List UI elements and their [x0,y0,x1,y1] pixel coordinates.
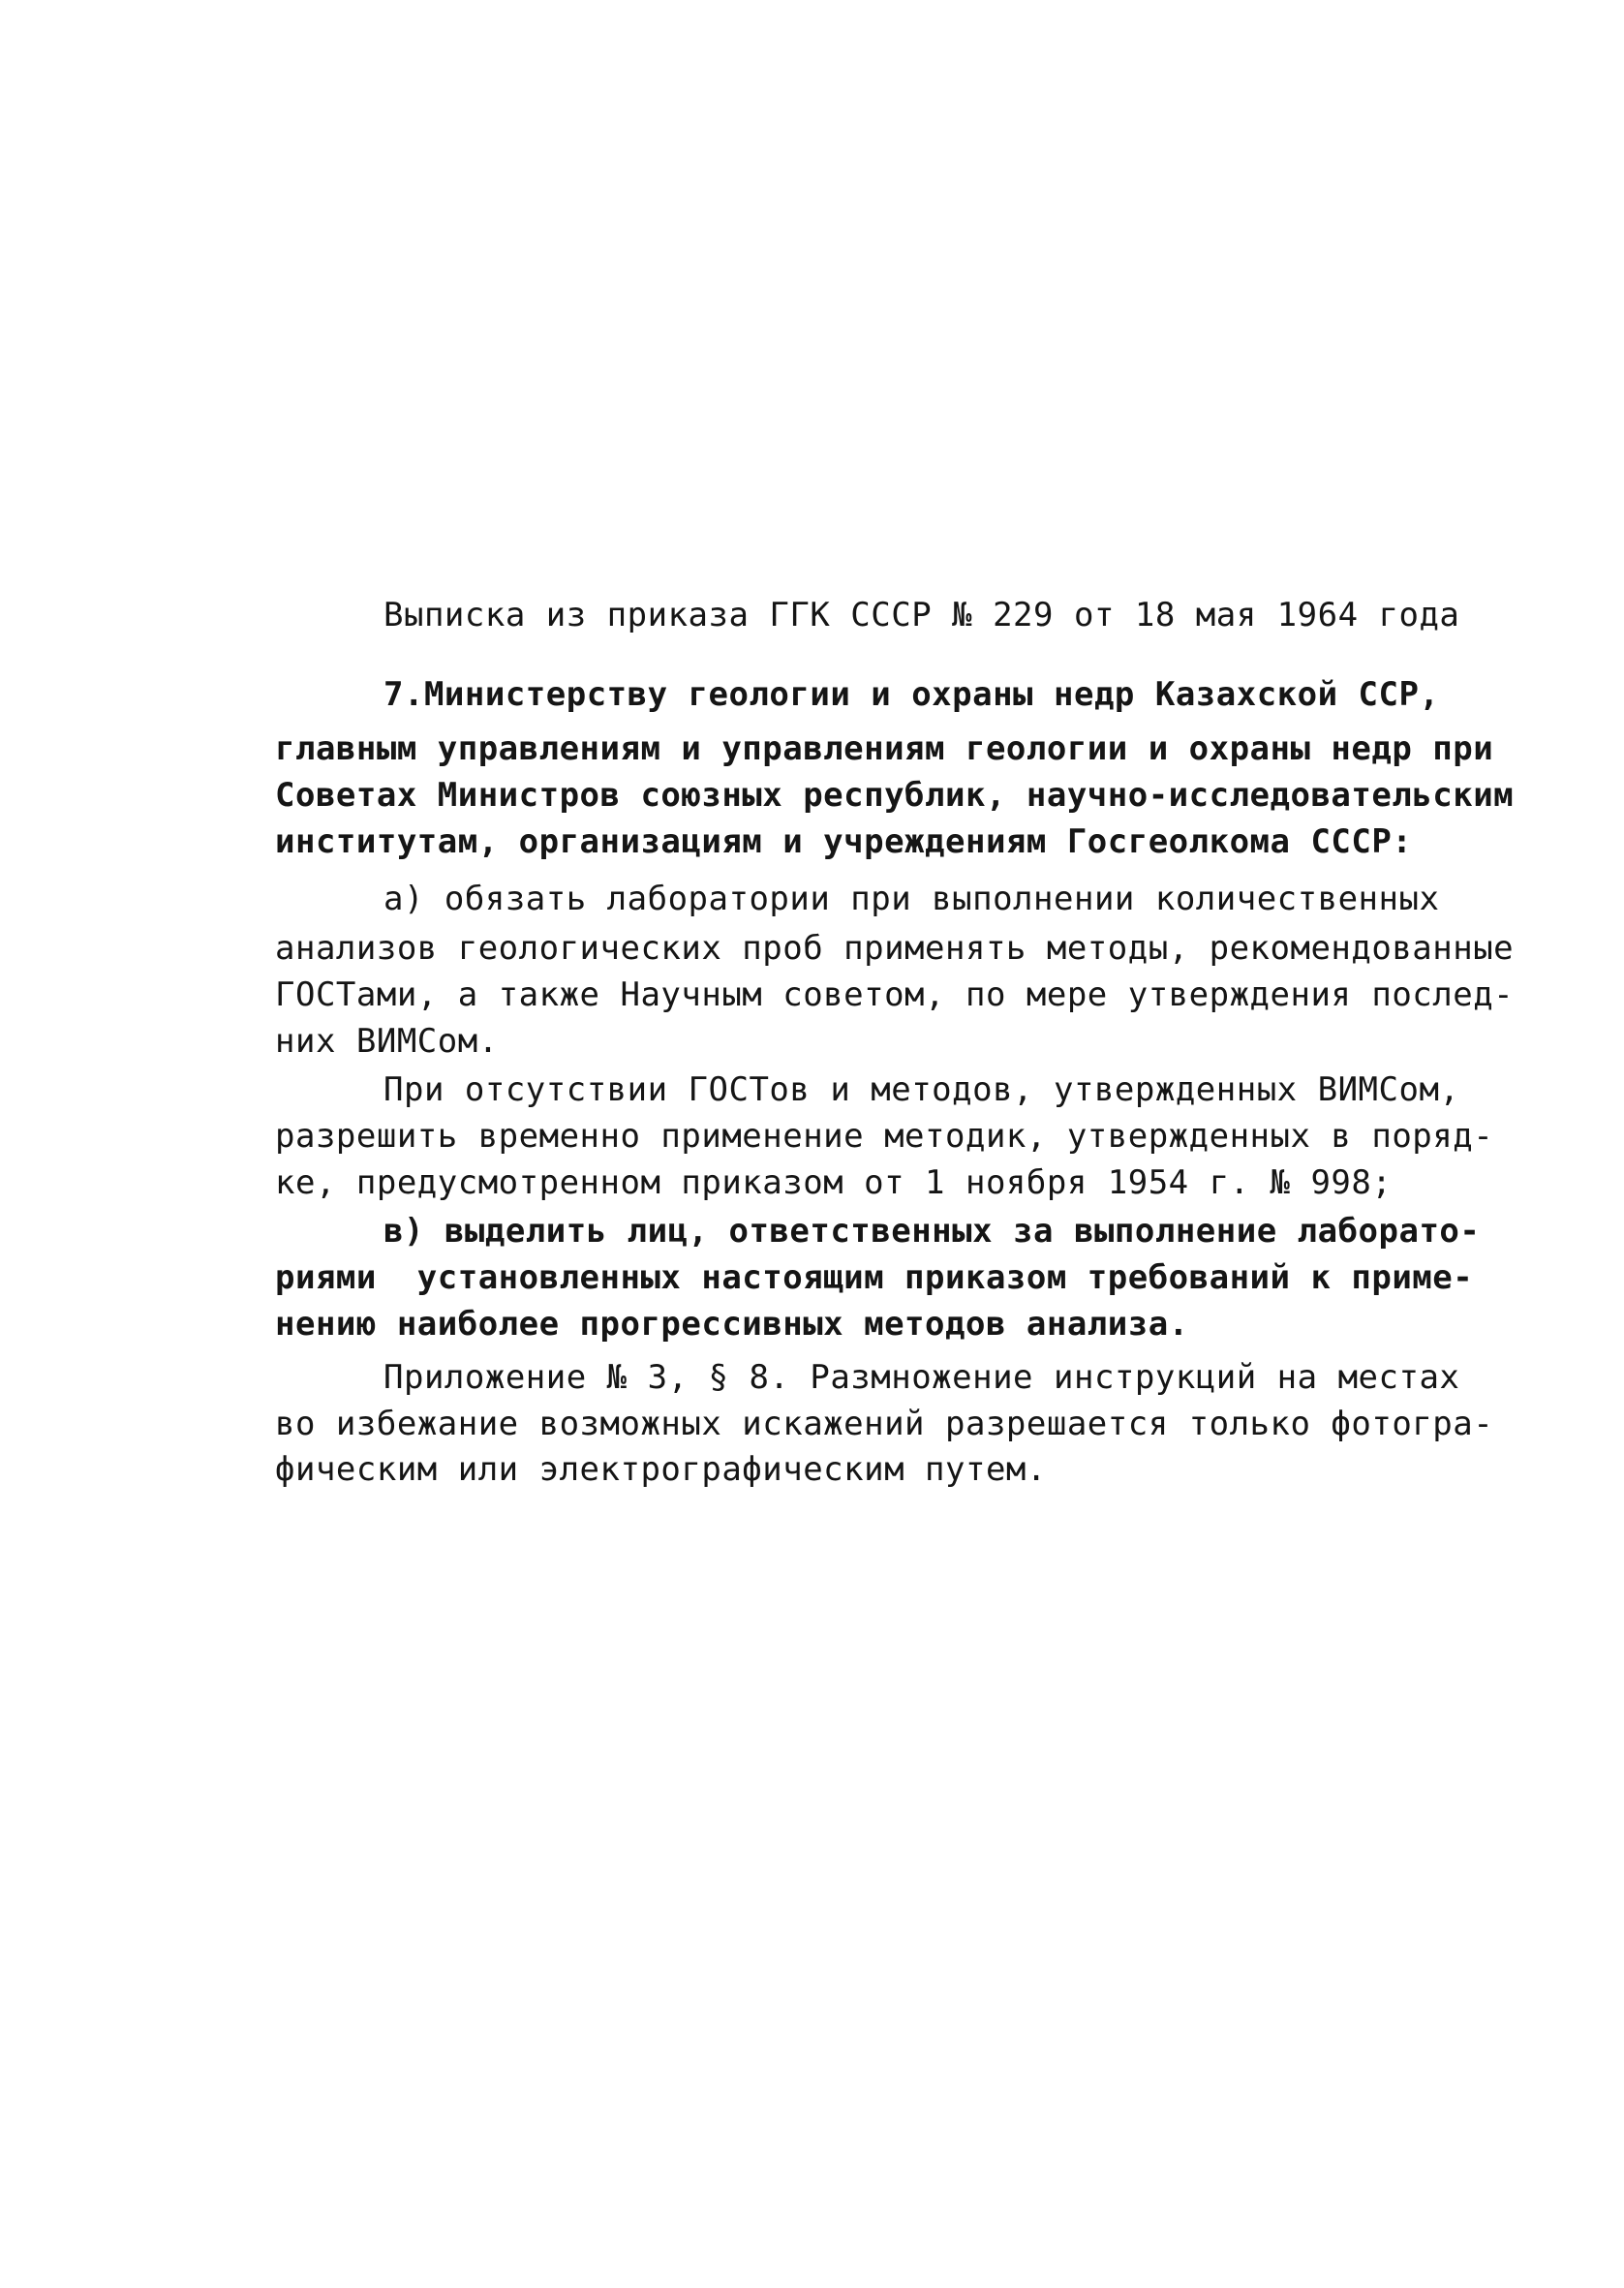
item-v-line-1: в) выделить лиц, ответственных за выполнение лаборато- [383,1212,1481,1251]
document-heading: Выписка из приказа ГГК СССР № 229 от 18 мая 1964 года [383,596,1460,634]
item-v-line-3: нению наиболее прогрессивных методов анализа. [275,1305,1189,1344]
item-a-line-1: а) обязать лаборатории при выполнении количественных [383,880,1440,918]
item-a-line-3: ГОСТами, а также Научным советом, по мере утверждения послед- [275,975,1515,1014]
item-a-line-4: них ВИМСом. [275,1022,499,1061]
appendix-line-2: во избежание возможных искажений разрешается только фотогра- [275,1405,1494,1443]
paragraph-7-line-2: главным управлениям и управлениям геологии и охраны недр при [275,729,1494,768]
paragraph-7-line-3: Советах Министров союзных республик, научно-исследовательским [275,776,1515,815]
appendix-line-1: Приложение № 3, § 8. Размножение инструкций на местах [383,1358,1460,1397]
appendix-line-3: фическим или электрографическим путем. [275,1450,1047,1489]
item-v-line-2: риями установленных настоящим приказом требований к приме- [275,1258,1474,1297]
paragraph-7-line-4: институтам, организациям и учреждениям Госгеолкома СССР: [275,822,1413,861]
absence-clause-line-1: При отсутствии ГОСТов и методов, утвержденных ВИМСом, [383,1070,1460,1109]
item-a-line-2: анализов геологических проб применять методы, рекомендованные [275,929,1515,968]
absence-clause-line-2: разрешить временно применение методик, утвержденных в поряд- [275,1117,1494,1156]
paragraph-7-line-1: 7.Министерству геологии и охраны недр Казахской ССР, [383,675,1440,714]
absence-clause-line-3: ке, предусмотренном приказом от 1 ноября 1954 г. № 998; [275,1163,1393,1202]
